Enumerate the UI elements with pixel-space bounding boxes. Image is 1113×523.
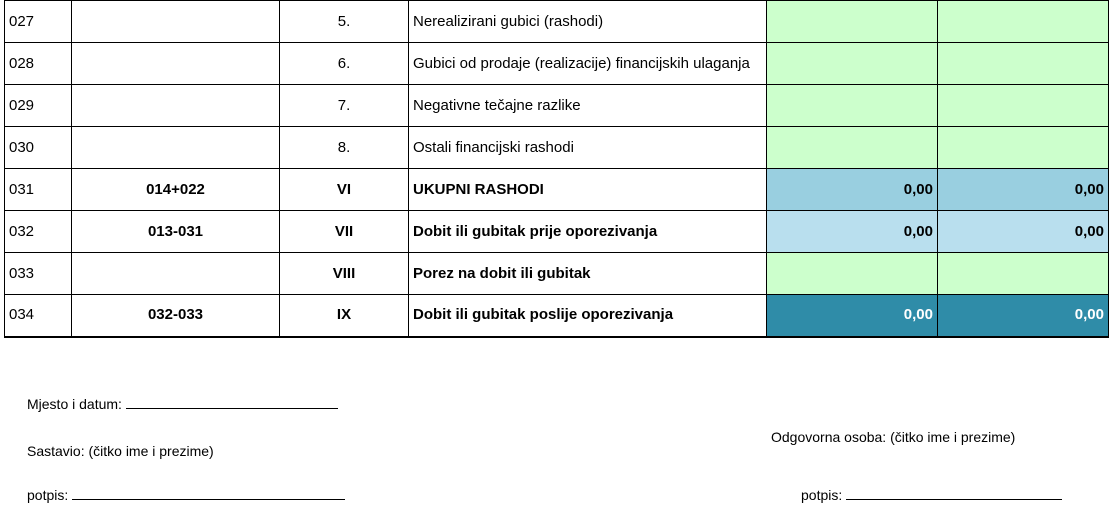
formula-cell: 014+022 xyxy=(72,169,280,211)
previous-period-value-cell[interactable] xyxy=(767,43,938,85)
financial-table xyxy=(4,0,1109,338)
responsible-person-label: Odgovorna osoba: (čitko ime i prezime) xyxy=(771,429,1016,445)
description-cell: Dobit ili gubitak poslije oporezivanja xyxy=(409,295,767,337)
current-period-value-cell[interactable] xyxy=(938,43,1109,85)
description-cell: Gubici od prodaje (realizacije) financijskih ulaganja xyxy=(409,43,767,85)
table-row xyxy=(5,85,1109,127)
position-number-cell: 6. xyxy=(280,43,409,85)
table-row xyxy=(5,169,1109,211)
description-cell: Ostali financijski rashodi xyxy=(409,127,767,169)
position-number-cell: VII xyxy=(280,211,409,253)
description-cell: Porez na dobit ili gubitak xyxy=(409,253,767,295)
position-number-cell: VIII xyxy=(280,253,409,295)
signature-right-label: potpis: xyxy=(801,487,843,503)
previous-period-value-cell[interactable]: 0,00 xyxy=(767,211,938,253)
previous-period-value-cell[interactable]: 0,00 xyxy=(767,295,938,337)
position-number-cell: 5. xyxy=(280,1,409,43)
aop-cell: 028 xyxy=(5,43,72,85)
formula-cell xyxy=(72,85,280,127)
formula-cell: 013-031 xyxy=(72,211,280,253)
formula-cell xyxy=(72,43,280,85)
aop-cell: 032 xyxy=(5,211,72,253)
description-cell: Dobit ili gubitak prije oporezivanja xyxy=(409,211,767,253)
table-row xyxy=(5,43,1109,85)
aop-cell: 034 xyxy=(5,295,72,337)
table-row xyxy=(5,211,1109,253)
table-row xyxy=(5,127,1109,169)
description-cell: Negativne tečajne razlike xyxy=(409,85,767,127)
current-period-value-cell[interactable] xyxy=(938,85,1109,127)
signature-left-line[interactable] xyxy=(72,487,345,500)
previous-period-value-cell[interactable]: 0,00 xyxy=(767,169,938,211)
previous-period-value-cell[interactable] xyxy=(767,253,938,295)
aop-cell: 027 xyxy=(5,1,72,43)
aop-cell: 031 xyxy=(5,169,72,211)
current-period-value-cell[interactable]: 0,00 xyxy=(938,211,1109,253)
formula-cell: 032-033 xyxy=(72,295,280,337)
position-number-cell: 8. xyxy=(280,127,409,169)
aop-cell: 033 xyxy=(5,253,72,295)
current-period-value-cell[interactable]: 0,00 xyxy=(938,295,1109,337)
formula-cell xyxy=(72,1,280,43)
signature-left-label: potpis: xyxy=(27,487,69,503)
current-period-value-cell[interactable] xyxy=(938,1,1109,43)
place-date-line[interactable] xyxy=(126,396,338,409)
current-period-value-cell[interactable]: 0,00 xyxy=(938,169,1109,211)
table-row xyxy=(5,253,1109,295)
signature-right-field xyxy=(801,487,1062,503)
table-row xyxy=(5,1,1109,43)
previous-period-value-cell[interactable] xyxy=(767,1,938,43)
aop-cell: 029 xyxy=(5,85,72,127)
aop-cell: 030 xyxy=(5,127,72,169)
position-number-cell: IX xyxy=(280,295,409,337)
current-period-value-cell[interactable] xyxy=(938,253,1109,295)
previous-period-value-cell[interactable] xyxy=(767,85,938,127)
current-period-value-cell[interactable] xyxy=(938,127,1109,169)
position-number-cell: 7. xyxy=(280,85,409,127)
previous-period-value-cell[interactable] xyxy=(767,127,938,169)
formula-cell xyxy=(72,253,280,295)
description-cell: Nerealizirani gubici (rashodi) xyxy=(409,1,767,43)
place-date-label: Mjesto i datum: xyxy=(27,396,122,412)
formula-cell xyxy=(72,127,280,169)
signature-left-field xyxy=(27,487,345,503)
signature-right-line[interactable] xyxy=(846,487,1062,500)
place-date-field xyxy=(27,396,338,412)
description-cell: UKUPNI RASHODI xyxy=(409,169,767,211)
position-number-cell: VI xyxy=(280,169,409,211)
table-row xyxy=(5,295,1109,337)
compiled-by-label: Sastavio: (čitko ime i prezime) xyxy=(27,443,214,459)
